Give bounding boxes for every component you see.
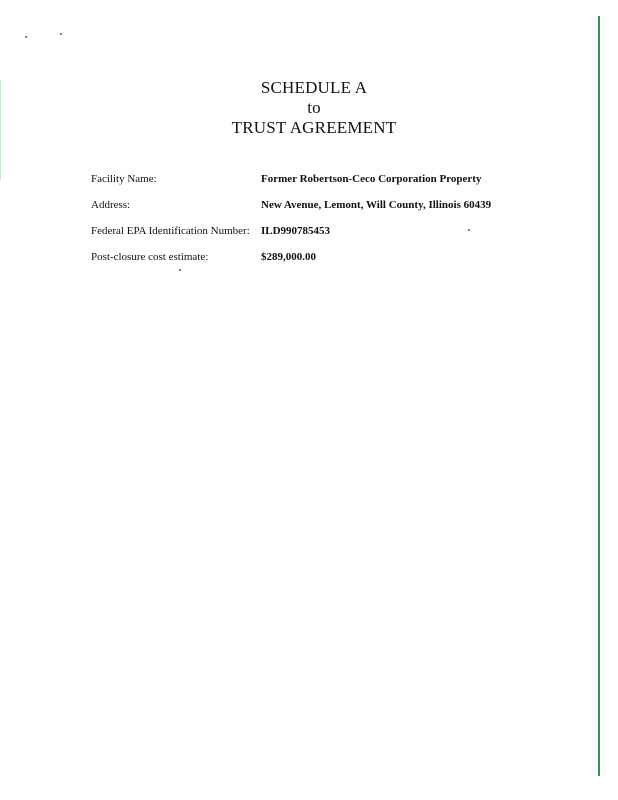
title-line-schedule: SCHEDULE A <box>260 78 368 97</box>
facility-details <box>91 172 571 276</box>
scan-speck <box>60 33 62 35</box>
field-label: Facility Name: <box>91 173 157 185</box>
field-row-facility-name <box>91 172 571 198</box>
field-label: Address: <box>91 199 131 211</box>
field-label: Federal EPA Identification Number: <box>91 225 250 237</box>
scan-speck <box>25 36 27 38</box>
title-line-trust-agreement: TRUST AGREEMENT <box>231 118 397 137</box>
field-value: New Avenue, Lemont, Will County, Illinois 60439 <box>261 199 492 211</box>
field-row-cost-estimate <box>91 250 571 276</box>
field-value: ILD990785453 <box>261 225 331 237</box>
field-row-address <box>91 198 571 224</box>
scan-left-margin-mark <box>0 80 1 180</box>
field-value: Former Robertson-Ceco Corporation Property <box>261 173 482 185</box>
field-value: $289,000.00 <box>261 251 316 263</box>
document-title <box>214 78 414 138</box>
scan-edge-line <box>598 16 600 776</box>
field-label: Post-closure cost estimate: <box>91 251 209 263</box>
field-row-epa-id <box>91 224 571 250</box>
title-line-to: to <box>307 98 321 117</box>
